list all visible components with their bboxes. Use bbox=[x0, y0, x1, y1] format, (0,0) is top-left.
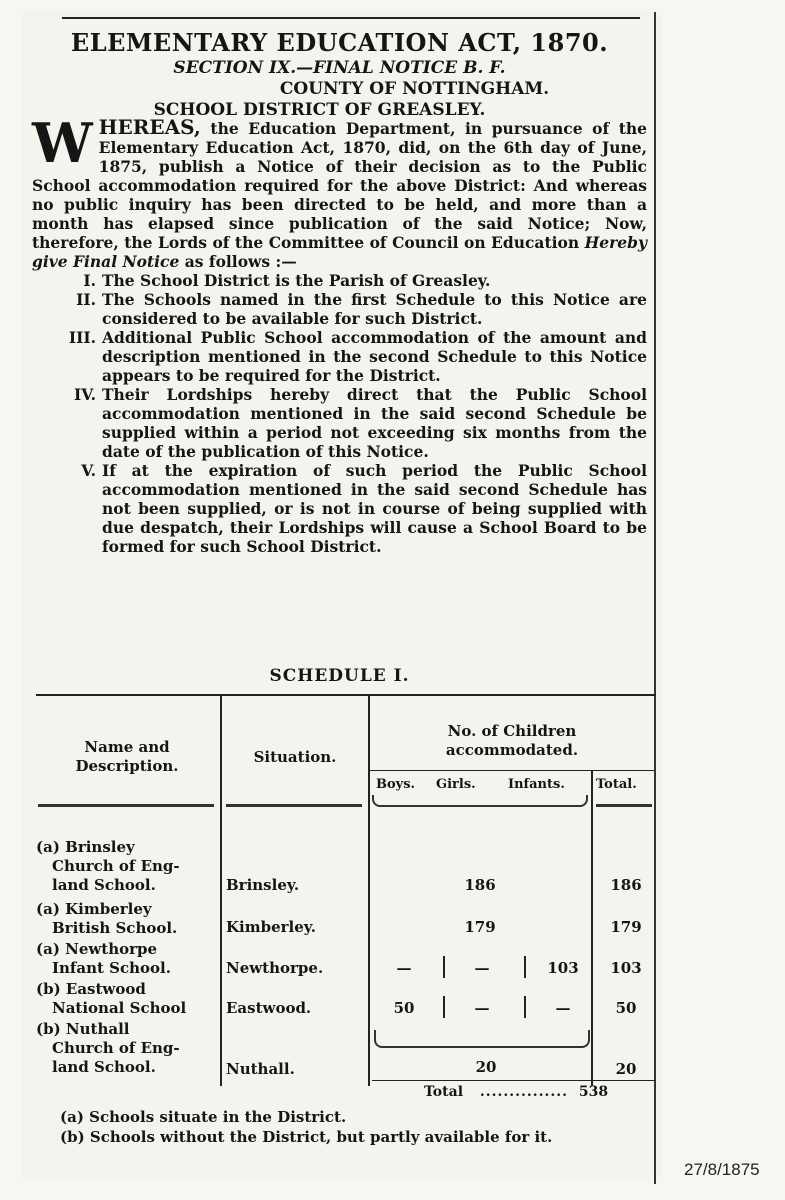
girls-cell: — bbox=[474, 999, 490, 1017]
header-brace bbox=[372, 795, 588, 807]
column-divider bbox=[220, 696, 222, 1086]
subheader-rule bbox=[370, 770, 654, 771]
header-boys: Boys. bbox=[376, 777, 416, 792]
list-item bbox=[32, 290, 647, 328]
section-line: SECTION IX.—FINAL NOTICE B. F. bbox=[173, 58, 506, 78]
column-rule bbox=[654, 12, 656, 1184]
list-item bbox=[32, 328, 647, 385]
as-follows: as follows :— bbox=[179, 252, 297, 271]
preamble-text: the Education Department, in pursuance of the Elementary Education Act, 1870, did, on the 6th day of June, 1875, publish a Notice of their decision as to the Public School accommodation required for the above District: And whereas no public inquiry has been directed to be held, and more than a month has elapsed since publication of the said Notice; Now, therefore, the Lords of the Committee of Council on Education bbox=[32, 119, 647, 252]
final-notice-phrase: Hereby give Final Notice bbox=[32, 233, 647, 271]
item-text: The School District is the Parish of Greasley. bbox=[102, 271, 491, 290]
item-text: If at the expiration of such period the Public School accommodation mentioned in the said second Schedule has not been supplied, or is not in course of being supplied with due despatch, their Lordships will cause a School Board to be formed for such School District. bbox=[102, 461, 647, 556]
footnote-a: (a) Schools situate in the District. bbox=[60, 1108, 347, 1126]
boys-cell: — bbox=[396, 959, 412, 977]
column-divider bbox=[368, 696, 370, 1086]
infants-cell: 103 bbox=[547, 959, 579, 977]
item-number: IV. bbox=[74, 385, 96, 404]
table-row bbox=[36, 980, 186, 1018]
school-name-cont: Church of Eng- bbox=[52, 857, 180, 875]
situation-cell: Kimberley. bbox=[226, 918, 316, 936]
item-text: The Schools named in the first Schedule to this Notice are considered to be available for such District. bbox=[102, 290, 647, 328]
total-leader-dots: ............... bbox=[479, 1084, 569, 1100]
school-name-cont: British School. bbox=[52, 919, 178, 937]
situation-cell: Newthorpe. bbox=[226, 959, 324, 977]
grand-total: 538 bbox=[578, 1084, 609, 1100]
cell-divider bbox=[443, 956, 445, 978]
cell-divider bbox=[524, 996, 526, 1018]
item-number: II. bbox=[76, 290, 96, 309]
notice-items bbox=[32, 271, 647, 556]
footnote-b: (b) Schools without the District, but partly available for it. bbox=[60, 1128, 553, 1146]
item-number: V. bbox=[81, 461, 96, 480]
header-infants: Infants. bbox=[508, 777, 565, 792]
top-rule bbox=[62, 17, 640, 19]
header-situation: Situation. bbox=[253, 748, 337, 766]
cell-divider bbox=[524, 956, 526, 978]
school-name-cont: land School. bbox=[52, 1058, 156, 1076]
table-top-rule bbox=[36, 694, 656, 696]
total-cell: 186 bbox=[610, 876, 642, 894]
school-name: (a) Brinsley bbox=[36, 838, 135, 856]
item-number: I. bbox=[83, 271, 96, 290]
combined-cell: 20 bbox=[475, 1058, 497, 1076]
list-item bbox=[32, 461, 647, 556]
school-name: (b) Eastwood bbox=[36, 980, 146, 998]
table-row bbox=[36, 940, 171, 978]
school-name-cont: land School. bbox=[52, 876, 156, 894]
header-children: No. of Children accommodated. bbox=[445, 722, 579, 759]
school-name: (a) Newthorpe bbox=[36, 940, 158, 958]
girls-cell: — bbox=[474, 959, 490, 977]
situation-cell: Eastwood. bbox=[226, 999, 312, 1017]
total-row bbox=[424, 1084, 608, 1100]
total-cell: 179 bbox=[610, 918, 642, 936]
header-name-description: Name and Description. bbox=[75, 738, 179, 775]
schedule-title: SCHEDULE I. bbox=[269, 666, 410, 686]
total-cell: 50 bbox=[615, 999, 637, 1017]
item-text: Their Lordships hereby direct that the Public School accommodation mentioned in the said second Schedule be supplied within a period not exceeding six months from the date of the publication of this Notice. bbox=[102, 385, 647, 461]
table-row bbox=[36, 900, 177, 938]
item-text: Additional Public School accommodation of the amount and description mentioned in the second Schedule to this Notice appears to be required for the District. bbox=[102, 328, 647, 385]
school-name-cont: National School bbox=[52, 999, 187, 1017]
total-rule bbox=[372, 1080, 656, 1081]
list-item bbox=[32, 271, 647, 290]
list-item bbox=[32, 385, 647, 461]
notice-body bbox=[32, 111, 647, 556]
clipping-date: 27/8/1875 bbox=[684, 1160, 760, 1179]
total-label: Total bbox=[424, 1084, 464, 1100]
school-name: (b) Nuthall bbox=[36, 1020, 130, 1038]
school-name-cont: Infant School. bbox=[52, 959, 171, 977]
act-title: ELEMENTARY EDUCATION ACT, 1870. bbox=[70, 28, 609, 57]
table-row bbox=[36, 1020, 180, 1077]
district-line: SCHOOL DISTRICT OF GREASLEY. bbox=[153, 100, 486, 120]
situation-cell: Nuthall. bbox=[226, 1060, 295, 1078]
infants-cell: — bbox=[555, 999, 571, 1017]
notice-header bbox=[32, 28, 647, 121]
column-divider bbox=[591, 770, 593, 1086]
combined-cell: 179 bbox=[464, 918, 496, 936]
combined-cell: 186 bbox=[464, 876, 496, 894]
header-girls: Girls. bbox=[436, 777, 476, 792]
drop-cap: W bbox=[32, 111, 93, 175]
table-row bbox=[36, 838, 180, 895]
total-cell: 103 bbox=[610, 959, 642, 977]
cell-divider bbox=[443, 996, 445, 1018]
school-name-cont: Church of Eng- bbox=[52, 1039, 180, 1057]
lead-word: HEREAS, bbox=[98, 115, 201, 139]
total-cell: 20 bbox=[615, 1060, 637, 1078]
header-rule bbox=[596, 804, 652, 807]
header-total: Total. bbox=[596, 777, 637, 792]
row-brace bbox=[374, 1030, 590, 1048]
item-number: III. bbox=[68, 328, 96, 347]
school-name: (a) Kimberley bbox=[36, 900, 152, 918]
boys-cell: 50 bbox=[393, 999, 415, 1017]
county-line: COUNTY OF NOTTINGHAM. bbox=[279, 79, 550, 99]
header-rule bbox=[226, 804, 362, 807]
situation-cell: Brinsley. bbox=[226, 876, 300, 894]
header-rule bbox=[38, 804, 214, 807]
